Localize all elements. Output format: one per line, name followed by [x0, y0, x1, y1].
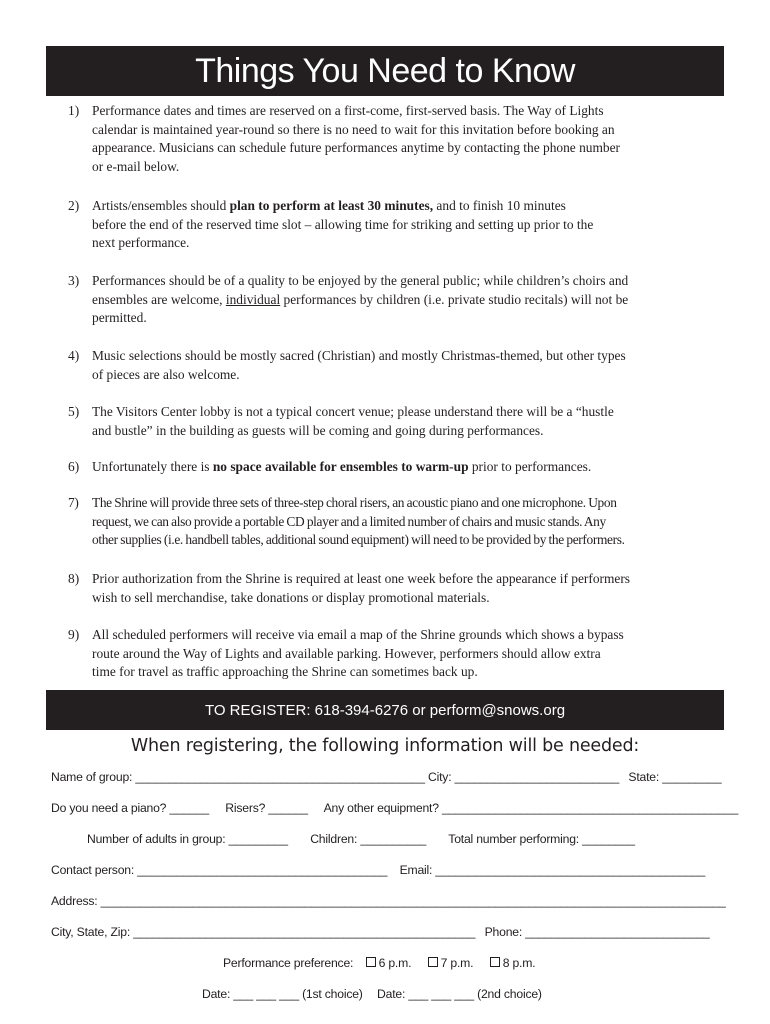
city-state-zip-field[interactable]: City, State, Zip: ____________________________________________________ — [51, 925, 476, 939]
guideline-text — [92, 494, 718, 550]
text-segment: appearance. Musicians can schedule future performances anytime by contacting the phone number — [92, 140, 620, 156]
preference-label: Performance preference: — [223, 956, 354, 970]
page-title-bar — [46, 46, 724, 96]
guideline-line — [92, 234, 718, 253]
registration-heading: When registering, the following information will be needed: — [130, 736, 640, 756]
other-equipment-field[interactable]: Any other equipment? _____________________________________________ — [323, 801, 739, 815]
text-segment: All scheduled performers will receive via email a map of the Shrine grounds which shows a bypass — [92, 627, 624, 642]
risers-field[interactable]: Risers? ______ — [225, 801, 308, 815]
text-segment: Artists/ensembles should — [92, 198, 230, 213]
register-contact: TO REGISTER: 618-394-6276 or perform@snows.org — [204, 701, 566, 719]
children-field[interactable]: Children: __________ — [310, 832, 427, 846]
contact-person-field[interactable]: Contact person: ______________________________________ — [51, 863, 388, 877]
guideline-line — [92, 139, 718, 158]
text-segment: The Visitors Center lobby is not a typical concert venue; please understand there will be a “hustle — [92, 404, 614, 419]
form-row-contact — [51, 863, 705, 877]
form-row-equipment — [51, 801, 738, 815]
text-segment: request, we can also provide a portable CD player and a limited number of chairs and music stands. Any — [92, 513, 606, 529]
guideline-line — [92, 645, 718, 664]
page-title: Things You Need to Know — [195, 51, 575, 90]
guideline-item — [68, 102, 718, 176]
guideline-text — [92, 458, 718, 477]
text-segment: The Shrine will provide three sets of three-step choral risers, an acoustic piano and one microphone. Upon — [92, 495, 617, 510]
guideline-line — [92, 309, 718, 328]
city-field[interactable]: City: _________________________ — [428, 770, 620, 784]
guideline-item — [68, 570, 718, 607]
guideline-line — [92, 158, 718, 177]
text-segment: before the end of the reserved time slot – allowing time for striking and setting up prior to the — [92, 216, 594, 232]
text-segment: next performance. — [92, 235, 190, 251]
guideline-line — [92, 197, 718, 216]
email-field[interactable]: Email: _________________________________________ — [399, 863, 706, 877]
guideline-line — [92, 291, 718, 310]
date-second-choice-field[interactable]: Date: ___ ___ ___ (2nd choice) — [377, 987, 542, 1001]
phone-field[interactable]: Phone: ____________________________ — [484, 925, 710, 939]
guideline-item — [68, 494, 718, 550]
guideline-number: 6) — [68, 459, 80, 474]
guideline-line — [92, 422, 718, 441]
date-first-choice-field[interactable]: Date: ___ ___ ___ (1st choice) — [202, 987, 363, 1001]
guideline-text — [92, 197, 718, 253]
guideline-number: 2) — [68, 198, 80, 213]
form-row-address — [51, 894, 726, 908]
checkbox-icon[interactable] — [428, 957, 438, 967]
form-row-dates — [202, 987, 542, 1001]
guideline-line — [92, 216, 718, 235]
pref-option-7pm[interactable]: 7 p.m. — [428, 956, 474, 970]
text-segment: or e-mail below. — [92, 158, 180, 174]
form-row-group — [51, 770, 721, 784]
text-segment: route around the Way of Lights and available parking. However, performers should allow extra — [92, 645, 601, 661]
text-segment: and bustle” in the building as guests will be coming and going during performances. — [92, 422, 544, 438]
guideline-line — [92, 663, 718, 682]
piano-field[interactable]: Do you need a piano? ______ — [51, 801, 209, 815]
text-segment: Prior authorization from the Shrine is required at least one week before the appearance if performers — [92, 571, 631, 586]
guideline-line — [92, 570, 718, 589]
guideline-item — [68, 458, 718, 477]
guideline-line — [92, 458, 718, 477]
guideline-text — [92, 403, 718, 440]
guideline-line — [92, 272, 718, 291]
guideline-item — [68, 197, 718, 253]
text-segment: Performances should be of a quality to be enjoyed by the general public; while children’s choirs and — [92, 273, 629, 288]
guideline-text — [92, 272, 718, 328]
pref-option-8pm[interactable]: 8 p.m. — [490, 956, 536, 970]
underlined-text: individual — [225, 291, 281, 307]
text-segment: time for travel as traffic approaching the Shrine can sometimes back up. — [92, 664, 478, 680]
guideline-item — [68, 272, 718, 328]
guideline-number: 7) — [68, 495, 79, 510]
guideline-number: 1) — [68, 103, 80, 118]
guideline-line — [92, 102, 718, 121]
text-segment: Music selections should be mostly sacred (Christian) and mostly Christmas-themed, but other types — [92, 348, 626, 363]
pref-option-6pm[interactable]: 6 p.m. — [366, 956, 412, 970]
guideline-line — [92, 121, 718, 140]
group-name-field[interactable]: Name of group: ____________________________________________ — [51, 770, 425, 784]
guideline-line — [92, 589, 718, 608]
guideline-text — [92, 626, 718, 682]
guideline-number: 5) — [68, 404, 80, 419]
text-segment: Unfortunately there is — [92, 459, 213, 474]
address-field[interactable]: Address: _______________________________________________________________________________________________ — [51, 894, 726, 908]
guideline-text — [92, 570, 718, 607]
guideline-line — [92, 403, 718, 422]
text-segment: other supplies (i.e. handbell tables, additional sound equipment) will need to be provided by the performers. — [92, 532, 625, 548]
guideline-item — [68, 403, 718, 440]
guideline-line — [92, 347, 718, 366]
guideline-item — [68, 347, 718, 384]
total-performing-field[interactable]: Total number performing: ________ — [448, 832, 635, 846]
form-row-city-state-zip — [51, 925, 709, 939]
guideline-line — [92, 531, 718, 550]
register-bar — [46, 690, 724, 730]
text-segment: ensembles are welcome, — [92, 291, 226, 307]
form-row-counts — [87, 832, 635, 846]
state-field[interactable]: State: _________ — [628, 770, 722, 784]
guideline-line — [92, 626, 718, 645]
form-row-preference — [223, 956, 535, 970]
text-segment: performances by children (i.e. private studio recitals) will not be — [280, 291, 629, 307]
checkbox-icon[interactable] — [366, 957, 376, 967]
guideline-number: 3) — [68, 273, 80, 288]
guideline-text — [92, 102, 718, 176]
text-segment: wish to sell merchandise, take donations or display promotional materials. — [92, 589, 490, 605]
emphasis-text: no space available for ensembles to warm-up — [212, 459, 469, 474]
emphasis-text: plan to perform at least 30 minutes, — [229, 198, 434, 213]
text-segment: of pieces are also welcome. — [92, 366, 240, 382]
guideline-number: 4) — [68, 348, 80, 363]
guideline-number: 8) — [68, 571, 80, 586]
guideline-line — [92, 513, 718, 532]
guideline-number: 9) — [68, 627, 80, 642]
guideline-line — [92, 494, 718, 513]
text-segment: calendar is maintained year-round so there is no need to wait for this invitation before booking an — [92, 121, 615, 137]
text-segment: prior to performances. — [468, 459, 592, 474]
text-segment: permitted. — [92, 310, 147, 326]
text-segment: Performance dates and times are reserved on a first-come, first-served basis. The Way of Lights — [92, 103, 604, 118]
text-segment: and to finish 10 minutes — [433, 198, 566, 213]
guideline-line — [92, 366, 718, 385]
guideline-text — [92, 347, 718, 384]
guideline-item — [68, 626, 718, 682]
adults-field[interactable]: Number of adults in group: _________ — [87, 832, 288, 846]
checkbox-icon[interactable] — [490, 957, 500, 967]
